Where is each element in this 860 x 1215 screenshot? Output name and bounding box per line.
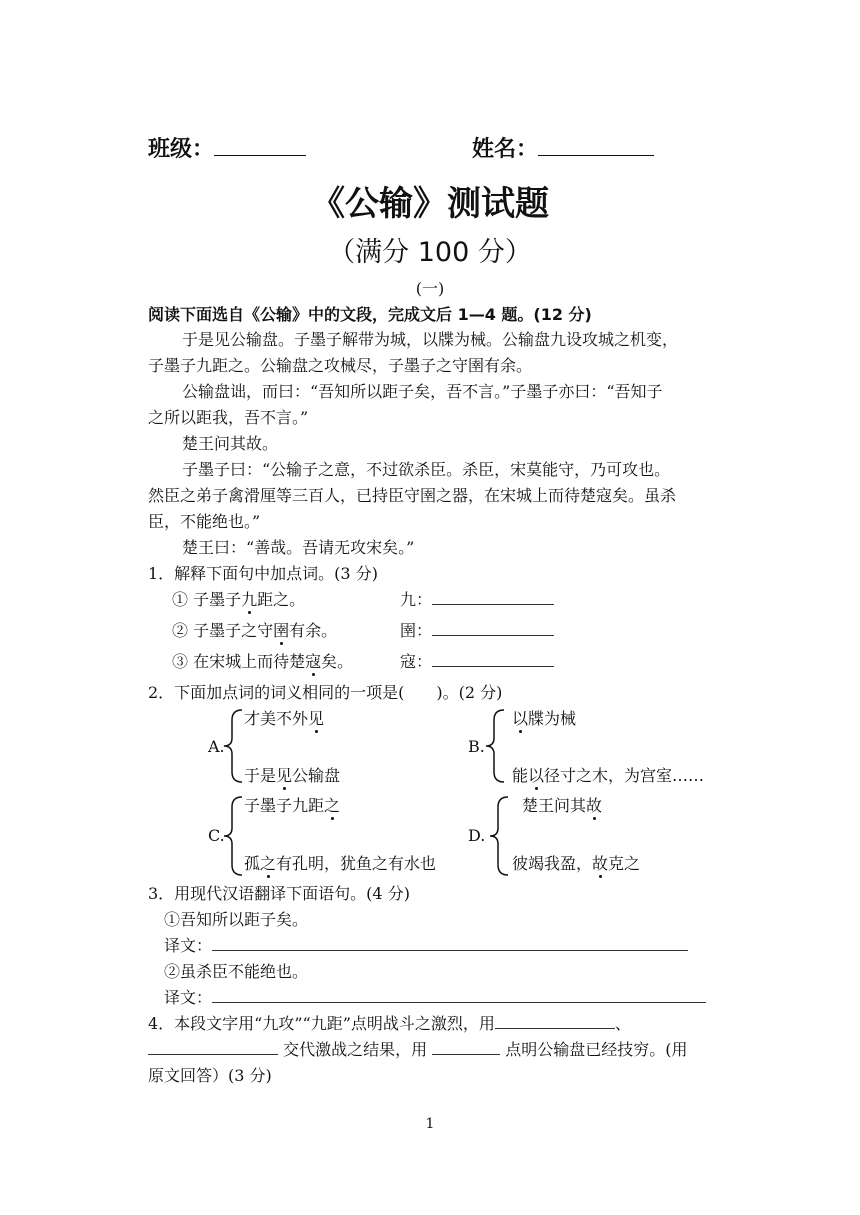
option-line: 才美不外见 bbox=[244, 709, 325, 728]
option-line: 于是见公输盘 bbox=[244, 766, 341, 785]
class-label-row bbox=[148, 132, 306, 163]
q4-line: 原文回答）(3 分) bbox=[148, 1066, 272, 1085]
option-label[interactable]: B. bbox=[468, 737, 485, 756]
option-line: 彼竭我盈，故克之 bbox=[512, 854, 641, 873]
dotted-word: 之 bbox=[324, 796, 341, 815]
q3-stem: 3．用现代汉语翻译下面语句。(4 分) bbox=[148, 884, 410, 903]
q1-answer: 九： bbox=[400, 587, 554, 610]
q3-sentence: ①吾知所以距子矣。 bbox=[164, 910, 309, 929]
brace-icon bbox=[222, 793, 244, 879]
page-number: 1 bbox=[425, 1116, 435, 1132]
translation-row: 译文： bbox=[164, 985, 706, 1008]
dotted-word: 以 bbox=[528, 766, 545, 785]
brace-icon bbox=[488, 793, 510, 879]
option-label[interactable]: D. bbox=[468, 826, 486, 845]
passage-line: 子墨子九距之。公输盘之攻械尽，子墨子之守圉有余。 bbox=[148, 356, 533, 375]
answer-blank[interactable] bbox=[148, 1053, 278, 1055]
dotted-word: 故 bbox=[592, 854, 609, 873]
instruction: 阅读下面选自《公输》中的文段，完成文后 1—4 题。(12 分) bbox=[148, 305, 592, 324]
translation-row: 译文： bbox=[164, 933, 688, 956]
dotted-word: 寇 bbox=[305, 652, 322, 671]
passage-line: 子墨子曰：“公输子之意，不过欲杀臣。杀臣，宋莫能守，乃可攻也。 bbox=[182, 460, 671, 479]
passage-line: 公输盘诎，而曰：“吾知所以距子矣，吾不言。”子墨子亦曰：“吾知子 bbox=[182, 382, 663, 401]
option-line: 能以径寸之木，为宫室…… bbox=[512, 766, 705, 785]
passage-line: 楚王曰：“善哉。吾请无攻宋矣。” bbox=[182, 538, 415, 557]
answer-blank[interactable] bbox=[432, 665, 554, 667]
dotted-word: 以 bbox=[512, 709, 529, 728]
brace-icon bbox=[484, 706, 506, 786]
name-label-row bbox=[472, 132, 654, 163]
passage-line: 楚王问其故。 bbox=[182, 434, 279, 453]
q1-item: ① 子墨子九距之。 bbox=[172, 590, 306, 609]
passage-line: 之所以距我，吾不言。” bbox=[148, 408, 309, 427]
option-line: 以牒为械 bbox=[512, 709, 577, 728]
name-label: 姓名： bbox=[472, 137, 539, 162]
name-blank[interactable] bbox=[538, 155, 654, 156]
q1-answer: 寇： bbox=[400, 649, 554, 672]
q1-answer: 圉： bbox=[400, 618, 554, 641]
passage-line: 臣，不能绝也。” bbox=[148, 512, 261, 531]
dotted-word: 之 bbox=[260, 854, 277, 873]
passage-line: 于是见公输盘。子墨子解带为城，以牒为械。公输盘九设攻城之机变， bbox=[182, 330, 679, 349]
q1-stem: 1．解释下面句中加点词。(3 分) bbox=[148, 564, 378, 583]
option-line: 楚王问其故 bbox=[522, 796, 603, 815]
brace-icon bbox=[222, 706, 244, 786]
dotted-word: 见 bbox=[276, 766, 293, 785]
option-line: 孤之有孔明，犹鱼之有水也 bbox=[244, 854, 437, 873]
section-heading: (一) bbox=[415, 279, 445, 298]
q1-item: ③ 在宋城上而待楚寇矣。 bbox=[172, 652, 354, 671]
q4-line: 4．本段文字用“九攻”“九距”点明战斗之激烈，用 、 bbox=[148, 1014, 631, 1033]
dotted-word: 圉 bbox=[273, 621, 290, 640]
dotted-word: 见 bbox=[308, 709, 325, 728]
answer-blank[interactable] bbox=[495, 1027, 615, 1029]
option-label[interactable]: C. bbox=[208, 826, 225, 845]
translation-blank[interactable] bbox=[212, 1001, 706, 1003]
answer-blank[interactable] bbox=[432, 1053, 500, 1055]
q1-item: ② 子墨子之守圉有余。 bbox=[172, 621, 338, 640]
page-title: 《公输》测试题 bbox=[311, 184, 549, 224]
answer-blank[interactable] bbox=[432, 603, 554, 605]
q2-stem: 2．下面加点词的词义相同的一项是( )。(2 分) bbox=[148, 683, 503, 702]
option-label[interactable]: A. bbox=[208, 737, 225, 756]
q4-line: 交代激战之结果，用 点明公输盘已经技穷。(用 bbox=[148, 1037, 688, 1060]
page-subtitle: （满分 100 分） bbox=[328, 237, 532, 268]
class-label: 班级： bbox=[148, 137, 215, 162]
answer-blank[interactable] bbox=[432, 634, 554, 636]
translation-blank[interactable] bbox=[212, 949, 688, 951]
option-line: 子墨子九距之 bbox=[244, 796, 341, 815]
class-blank[interactable] bbox=[214, 155, 306, 156]
passage-line: 然臣之弟子禽滑厘等三百人，已持臣守圉之器，在宋城上而待楚寇矣。虽杀 bbox=[148, 486, 677, 505]
dotted-word: 故 bbox=[586, 796, 603, 815]
dotted-word: 九 bbox=[241, 590, 258, 609]
q3-sentence: ②虽杀臣不能绝也。 bbox=[164, 962, 309, 981]
